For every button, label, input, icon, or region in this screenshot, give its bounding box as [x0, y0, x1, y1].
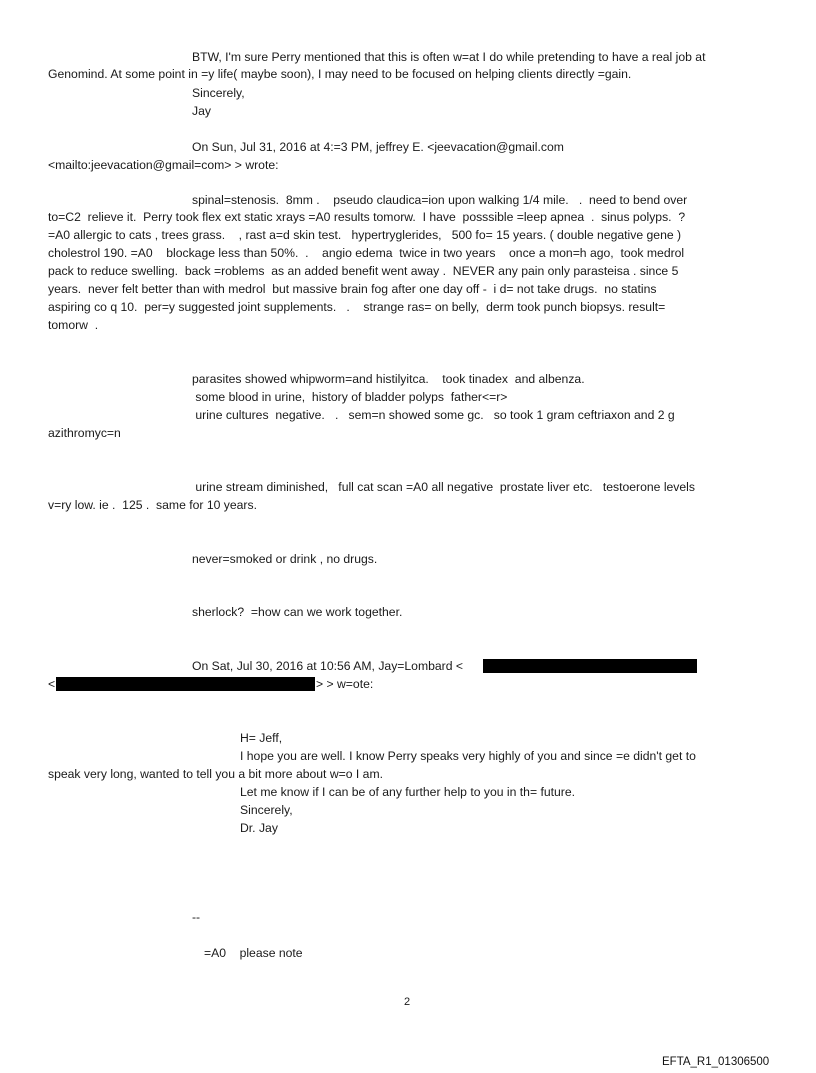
- body-line: =A0 allergic to cats , trees grass. , rast a=d skin test. hypertryglerides, 500 fo= 15 years. ( double negative gene ): [48, 228, 682, 242]
- quote-header-line: On Sat, Jul 30, 2016 at 10:56 AM, Jay=Lombard <: [192, 659, 464, 673]
- body-line: Dr. Jay: [240, 821, 278, 835]
- redaction-bar: [483, 659, 697, 673]
- body-line: sherlock? =how can we work together.: [192, 605, 403, 619]
- body-line: Jay: [192, 104, 211, 118]
- body-line: Sincerely,: [240, 803, 293, 817]
- body-line: azithromyc=n: [48, 426, 121, 440]
- body-line: years. never felt better than with medrol but massive brain fog after one day off - i d= not take drugs. no statins: [48, 282, 657, 296]
- redaction-bar: [56, 677, 315, 691]
- body-line: spinal=stenosis. 8mm . pseudo claudica=ion upon walking 1/4 mile. . need to bend over: [192, 193, 688, 207]
- bates-number: EFTA_R1_01306500: [662, 1056, 770, 1068]
- body-line: cholestrol 190. =A0 blockage less than 50%. . angio edema twice in two years once a mon=h ago, took medrol: [48, 246, 685, 260]
- note-line: =A0 please note: [204, 946, 303, 960]
- page-number: 2: [404, 996, 411, 1008]
- body-line: Let me know if I can be of any further help to you in th= future.: [240, 785, 576, 799]
- body-line: parasites showed whipworm=and histilyitca. took tinadex and albenza.: [192, 372, 585, 386]
- body-line: urine cultures negative. . sem=n showed some gc. so took 1 gram ceftriaxon and 2 g: [192, 408, 675, 422]
- quote-header-line: On Sun, Jul 31, 2016 at 4:=3 PM, jeffrey E. <jeevacation@gmail.com: [192, 140, 564, 154]
- body-line: never=smoked or drink , no drugs.: [192, 552, 378, 566]
- body-line: speak very long, wanted to tell you a bit more about w=o I am.: [48, 767, 384, 781]
- body-line: pack to reduce swelling. back =roblems as an added benefit went away . NEVER any pain only parasteisa . since 5: [48, 264, 679, 278]
- body-line: H= Jeff,: [240, 731, 283, 745]
- body-line: aspiring co q 10. per=y suggested joint supplements. . strange ras= on belly, derm took punch biopsys. result=: [48, 300, 666, 314]
- quote-header-line: <mailto:jeevacation@gmail=com> > wrote:: [48, 158, 279, 172]
- body-line: tomorw .: [48, 318, 99, 332]
- quote-header-line: <: [48, 677, 56, 691]
- body-line: BTW, I'm sure Perry mentioned that this is often w=at I do while pretending to have a real job at: [192, 50, 706, 64]
- body-line: urine stream diminished, full cat scan =A0 all negative prostate liver etc. testoerone levels: [192, 480, 695, 494]
- body-line: I hope you are well. I know Perry speaks very highly of you and since =e didn't get to: [240, 749, 696, 763]
- body-line: v=ry low. ie . 125 . same for 10 years.: [48, 498, 257, 512]
- body-line: some blood in urine, history of bladder polyps father<=r>: [192, 390, 508, 404]
- quote-header-line: > > w=ote:: [316, 677, 374, 691]
- body-line: Sincerely,: [192, 86, 245, 100]
- body-line: Genomind. At some point in =y life( maybe soon), I may need to be focused on helping clients directly =gain.: [48, 67, 632, 81]
- body-line: to=C2 relieve it. Perry took flex ext static xrays =A0 results tomorw. I have posssible =leep apnea . sinus polyps. ?: [48, 210, 686, 224]
- signature-separator: --: [192, 910, 201, 924]
